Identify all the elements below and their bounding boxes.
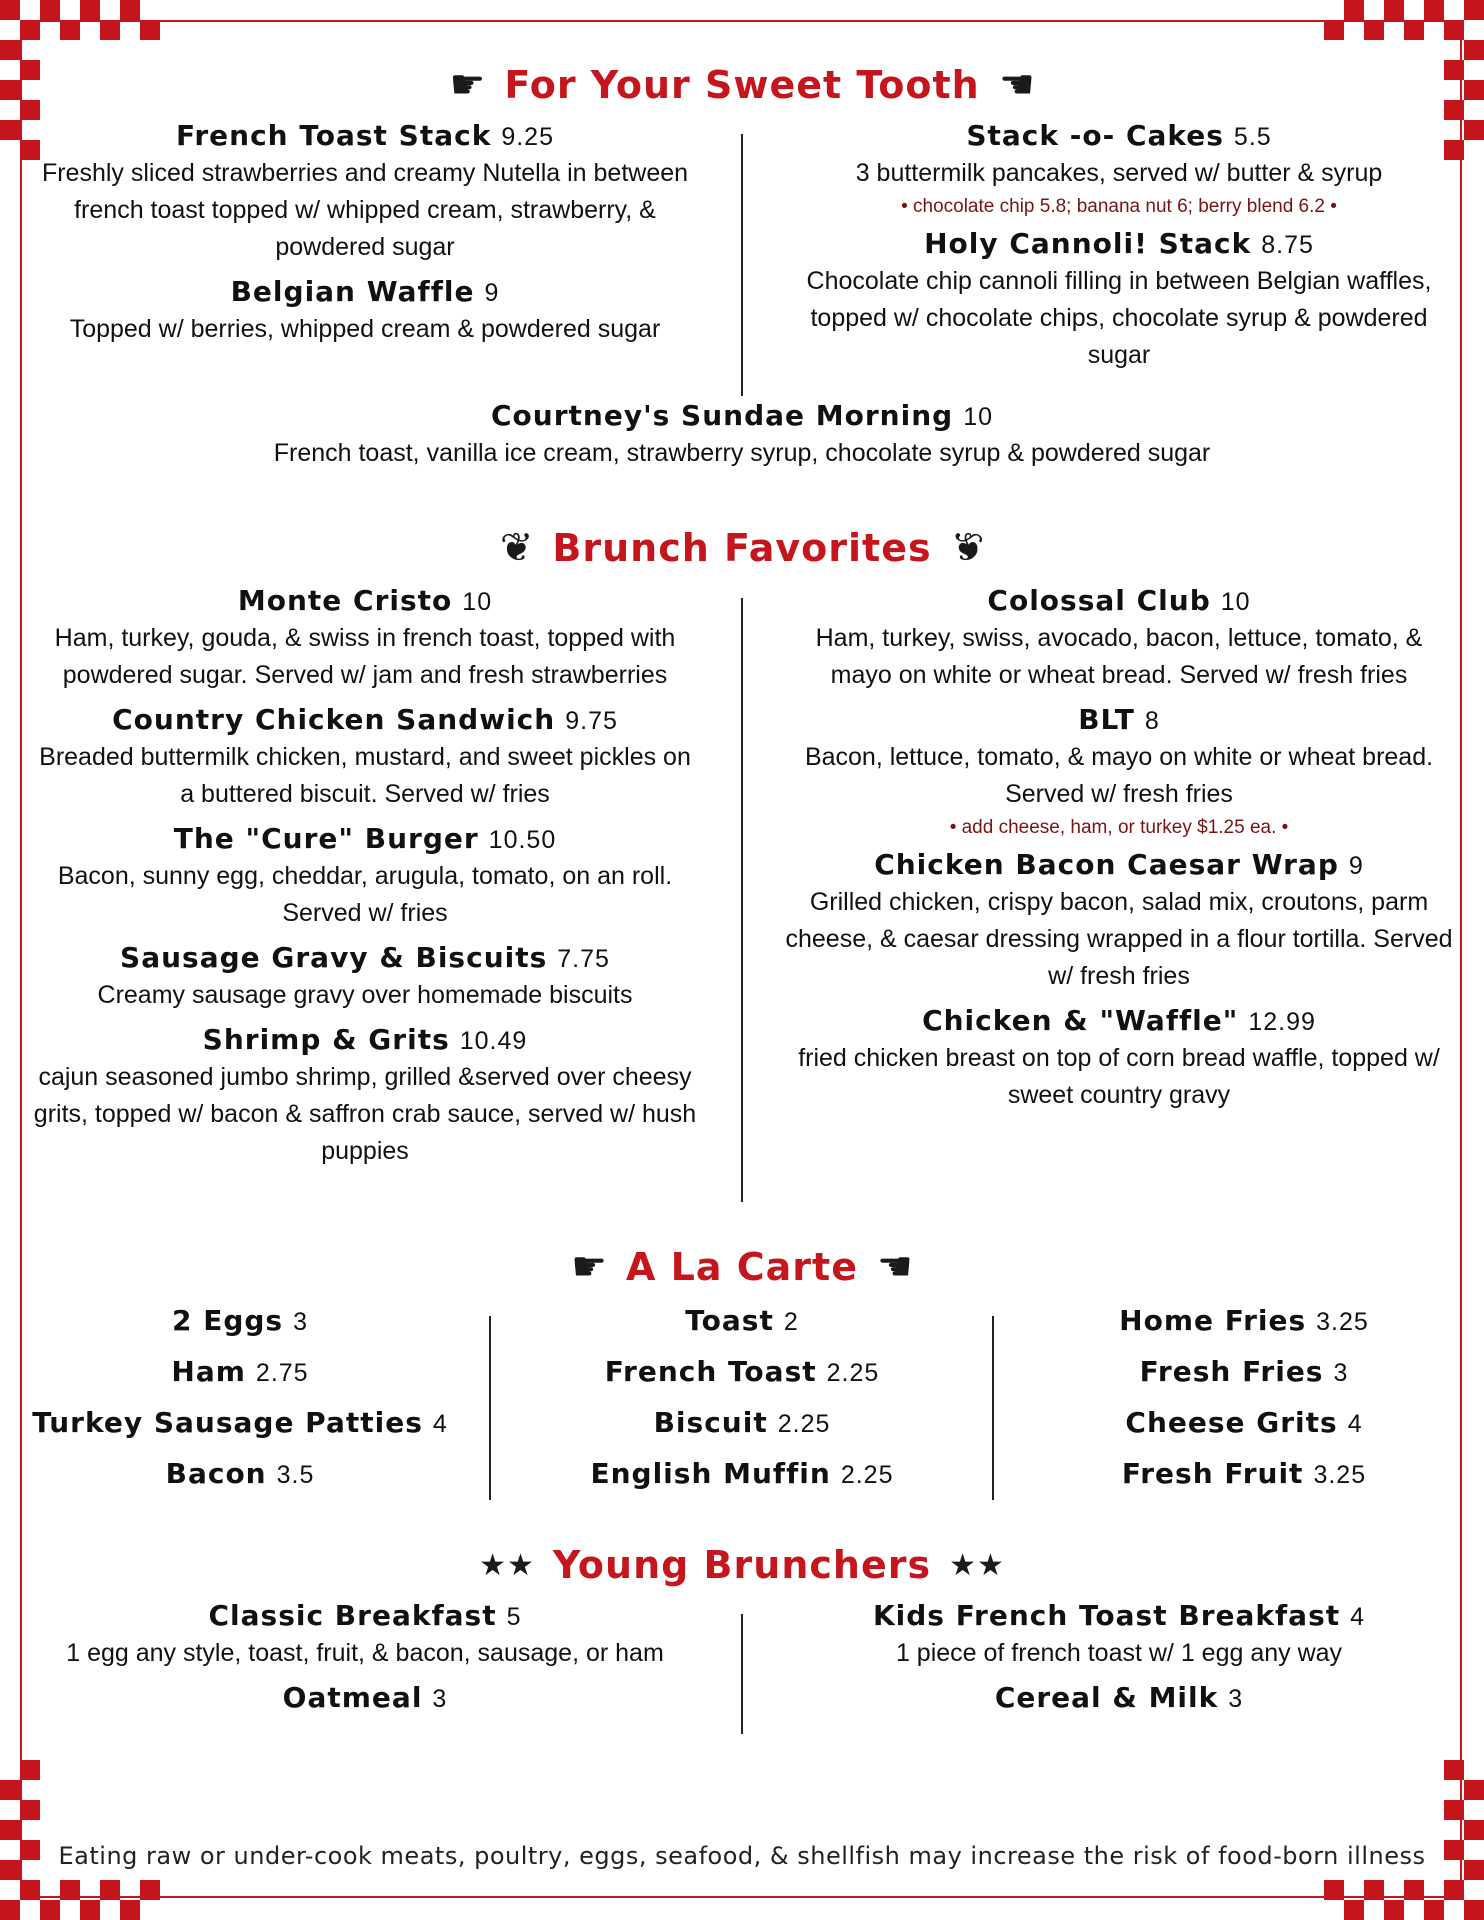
menu-item-price: 7.75: [557, 945, 610, 973]
menu-item-description: cajun seasoned jumbo shrimp, grilled &served over cheesy grits, topped w/ bacon & saffron crab sauce, served w/ hush puppies: [33, 1063, 697, 1165]
menu-item-price: 10: [462, 588, 493, 616]
menu-item-title: [30, 118, 700, 155]
menu-item-name: Ham: [171, 1355, 246, 1388]
menu-item-description: Ham, turkey, gouda, & swiss in french toast, topped with powdered sugar. Served w/ jam and fresh strawberries: [54, 624, 676, 689]
menu-item-price: 3: [1333, 1359, 1349, 1387]
column-divider: [741, 598, 743, 1202]
menu-item-name: The "Cure" Burger: [173, 822, 479, 855]
menu-item-name: Shrimp & Grits: [202, 1023, 450, 1056]
menu-item-title: [30, 1598, 700, 1635]
menu-item-title: [30, 940, 700, 977]
menu-item-name: Chicken & "Waffle": [922, 1004, 1239, 1037]
menu-item-price: 3: [432, 1685, 448, 1713]
menu-item-price: 3: [293, 1308, 308, 1336]
menu-item-title: [784, 702, 1454, 739]
menu-item-price: 9.25: [501, 123, 554, 151]
menu-item-name: BLT: [1078, 703, 1135, 736]
menu-item-name: Sausage Gravy & Biscuits: [120, 941, 548, 974]
menu-item-price: 2.25: [777, 1410, 831, 1438]
menu-item-price: 4: [432, 1410, 448, 1438]
menu-item-title: [530, 1347, 954, 1398]
a-la-carte-column-1: [30, 1296, 450, 1500]
section-heading-sweet-tooth: [0, 60, 1484, 110]
menu-item-name: Turkey Sausage Patties: [32, 1406, 423, 1439]
section-title: Young Brunchers: [552, 1543, 932, 1587]
menu-item-name: Bacon: [165, 1457, 267, 1490]
menu-item-name: French Toast Stack: [176, 119, 492, 152]
menu-item-name: French Toast: [604, 1355, 817, 1388]
menu-item-price: 8.75: [1261, 231, 1314, 259]
menu-item-price: 2.75: [255, 1359, 309, 1387]
menu-item-name: Monte Cristo: [237, 584, 453, 617]
menu-item-description: 1 piece of french toast w/ 1 egg any way: [895, 1639, 1343, 1667]
menu-item-price: 10.49: [459, 1027, 528, 1055]
menu-item-description: Bacon, sunny egg, cheddar, arugula, tomato, on an roll. Served w/ fries: [57, 862, 673, 927]
menu-item-title: [784, 583, 1454, 620]
menu-item-price: 9.75: [565, 707, 618, 735]
menu-item-note: • add cheese, ham, or turkey $1.25 ea. •: [949, 817, 1289, 838]
pointing-hand-right-icon: ☛: [571, 1244, 609, 1290]
menu-item-description: Chocolate chip cannoli filling in between Belgian waffles, topped w/ chocolate chips, chocolate syrup & powdered sugar: [806, 267, 1432, 369]
menu-item-title: [30, 583, 700, 620]
pointing-hand-left-icon: ☛: [997, 62, 1035, 108]
checkered-corner-bottom-right: [1324, 1760, 1484, 1920]
menu-item-title: [784, 1003, 1454, 1040]
menu-item-title: [530, 1398, 954, 1449]
menu-item-price: 3.25: [1313, 1461, 1367, 1489]
menu-item-description: Freshly sliced strawberries and creamy Nutella in between french toast topped w/ whipped cream, strawberry, & powdered sugar: [41, 159, 689, 261]
section-title: Brunch Favorites: [552, 526, 932, 570]
menu-item-name: Country Chicken Sandwich: [112, 703, 556, 736]
menu-item-name: Fresh Fries: [1139, 1355, 1324, 1388]
menu-item-description: fried chicken breast on top of corn bread waffle, topped w/ sweet country gravy: [798, 1044, 1440, 1109]
menu-item-price: 9: [484, 279, 500, 307]
menu-item-price: 3.5: [276, 1461, 315, 1489]
menu-item-name: Classic Breakfast: [208, 1599, 497, 1632]
menu-item-name: Holy Cannoli! Stack: [924, 227, 1252, 260]
menu-item-name: Oatmeal: [282, 1681, 423, 1714]
menu-item-note: • chocolate chip 5.8; banana nut 6; berry blend 6.2 •: [901, 196, 1337, 217]
column-divider: [741, 134, 743, 396]
sweet-tooth-center-item: [160, 398, 1324, 480]
menu-item-title: [30, 1449, 450, 1500]
brunch-left-column: [30, 583, 700, 1178]
menu-item-title: [1034, 1449, 1454, 1500]
menu-item-name: Cheese Grits: [1125, 1406, 1338, 1439]
sweet-tooth-left-column: [30, 118, 700, 356]
menu-item-title: [30, 1680, 700, 1717]
menu-item-name: Kids French Toast Breakfast: [872, 1599, 1341, 1632]
menu-item-description: 3 buttermilk pancakes, served w/ butter & syrup: [855, 159, 1383, 187]
menu-item-name: Toast: [685, 1304, 774, 1337]
menu-item-description: Bacon, lettuce, tomato, & mayo on white or wheat bread. Served w/ fresh fries: [804, 743, 1434, 808]
column-divider: [992, 1316, 994, 1500]
menu-item-name: 2 Eggs: [171, 1304, 284, 1337]
menu-item-title: [30, 1398, 450, 1449]
section-heading-young-brunchers: [0, 1540, 1484, 1590]
menu-item-price: 2.25: [840, 1461, 894, 1489]
section-heading-brunch: [0, 523, 1484, 573]
food-safety-disclaimer: Eating raw or under-cook meats, poultry, eggs, seafood, & shellfish may increase the risk of food-born illness: [58, 1842, 1426, 1870]
menu-item-price: 9: [1348, 852, 1364, 880]
menu-item-title: [30, 702, 700, 739]
pointing-hand-left-icon: ☛: [875, 1244, 913, 1290]
a-la-carte-column-2: [530, 1296, 954, 1500]
menu-item-title: [1034, 1296, 1454, 1347]
menu-item-title: [784, 1598, 1454, 1635]
menu-item-price: 10: [1220, 588, 1251, 616]
section-title: A La Carte: [626, 1245, 858, 1289]
menu-item-name: Belgian Waffle: [230, 275, 475, 308]
menu-item-title: [30, 1347, 450, 1398]
swirl-ornament-icon: ❦: [499, 525, 535, 571]
menu-item-title: [530, 1296, 954, 1347]
star-icon: ★★: [949, 1547, 1005, 1583]
pointing-hand-right-icon: ☛: [449, 62, 487, 108]
menu-item-title: [1034, 1398, 1454, 1449]
menu-item-name: Biscuit: [653, 1406, 768, 1439]
menu-item-description: Grilled chicken, crispy bacon, salad mix, croutons, parm cheese, & caesar dressing wrapped in a flour tortilla. Served w/ fresh fries: [785, 888, 1453, 990]
sweet-tooth-right-column: [784, 118, 1454, 382]
menu-item-price: 2: [783, 1308, 799, 1336]
menu-item-name: Courtney's Sundae Morning: [490, 399, 954, 432]
young-left-column: [30, 1598, 700, 1717]
menu-item-title: [30, 274, 700, 311]
menu-item-price: 12.99: [1248, 1008, 1316, 1036]
column-divider: [489, 1316, 491, 1500]
menu-item-description: Topped w/ berries, whipped cream & powdered sugar: [69, 315, 661, 343]
menu-item-price: 4: [1347, 1410, 1363, 1438]
menu-item-title: [30, 1296, 450, 1347]
swirl-ornament-icon: ❦: [949, 525, 985, 571]
menu-item-price: 10: [963, 403, 993, 431]
section-heading-a-la-carte: [0, 1242, 1484, 1292]
menu-item-description: Breaded buttermilk chicken, mustard, and sweet pickles on a buttered biscuit. Served w/ fries: [39, 743, 691, 808]
menu-item-description: Ham, turkey, swiss, avocado, bacon, lettuce, tomato, & mayo on white or wheat bread. Served w/ fresh fries: [815, 624, 1423, 689]
menu-item-price: 8: [1144, 707, 1160, 735]
menu-item-price: 4: [1350, 1603, 1366, 1631]
menu-item-description: French toast, vanilla ice cream, strawberry syrup, chocolate syrup & powdered sugar: [273, 439, 1211, 467]
menu-item-price: 10.50: [488, 826, 557, 854]
a-la-carte-column-3: [1034, 1296, 1454, 1500]
menu-item-name: Chicken Bacon Caesar Wrap: [874, 848, 1339, 881]
star-icon: ★★: [479, 1547, 535, 1583]
menu-item-title: [530, 1449, 954, 1500]
menu-item-title: [30, 1022, 700, 1059]
menu-item-title: [784, 226, 1454, 263]
menu-item-name: English Muffin: [590, 1457, 831, 1490]
brunch-right-column: [784, 583, 1454, 1122]
menu-item-title: [30, 821, 700, 858]
menu-item-description: Creamy sausage gravy over homemade biscuits: [97, 981, 633, 1009]
menu-item-price: 3.25: [1316, 1308, 1369, 1336]
menu-item-price: 2.25: [826, 1359, 880, 1387]
menu-item-description: 1 egg any style, toast, fruit, & bacon, sausage, or ham: [66, 1639, 664, 1667]
section-title: For Your Sweet Tooth: [504, 63, 980, 107]
menu-item-name: Fresh Fruit: [1121, 1457, 1304, 1490]
menu-item-price: 5.5: [1233, 123, 1272, 151]
menu-item-title: [1034, 1347, 1454, 1398]
menu-item-title: [784, 118, 1454, 155]
young-right-column: [784, 1598, 1454, 1717]
checkered-corner-bottom-left: [0, 1760, 160, 1920]
menu-item-title: [784, 1680, 1454, 1717]
menu-item-title: [160, 398, 1324, 435]
menu-item-price: 3: [1228, 1685, 1244, 1713]
menu-item-name: Home Fries: [1119, 1304, 1307, 1337]
menu-item-name: Colossal Club: [987, 584, 1211, 617]
menu-item-price: 5: [506, 1603, 522, 1631]
menu-item-name: Stack -o- Cakes: [966, 119, 1224, 152]
column-divider: [741, 1614, 743, 1734]
menu-item-name: Cereal & Milk: [994, 1681, 1219, 1714]
menu-item-title: [784, 847, 1454, 884]
